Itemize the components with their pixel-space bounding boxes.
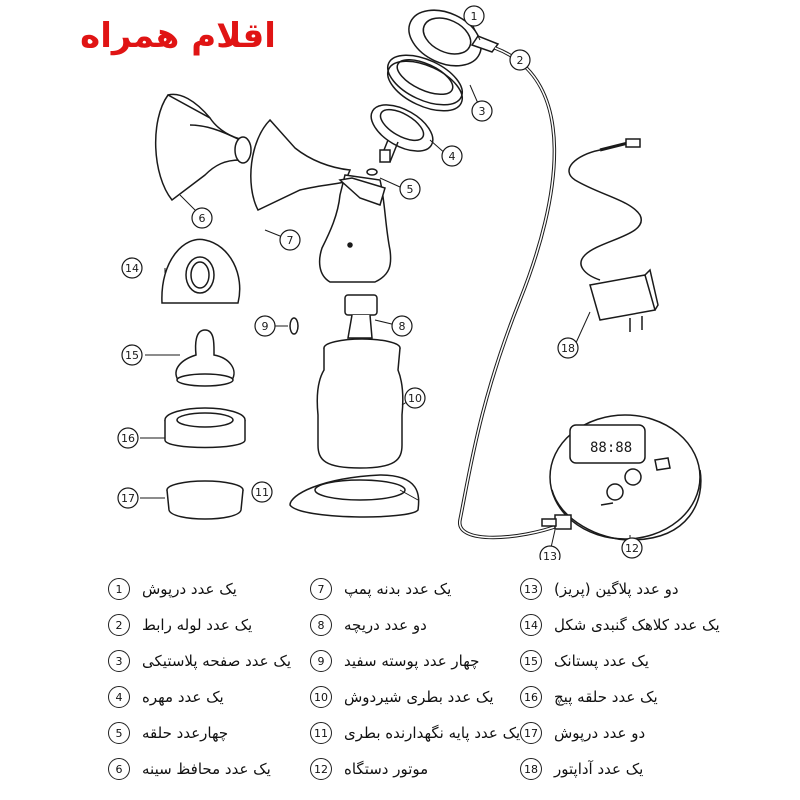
- part-screw-ring: [165, 408, 245, 448]
- legend-num: 14: [520, 614, 542, 636]
- callout-14: [122, 258, 142, 278]
- legend-item-6: [108, 754, 271, 784]
- svg-text:4: 4: [448, 150, 456, 163]
- callout-16: [118, 428, 138, 448]
- svg-text:15: 15: [125, 349, 139, 362]
- part-pump-body: [251, 120, 391, 282]
- legend-text: یک عدد آداپتور: [554, 760, 644, 778]
- part-adapter: [569, 139, 658, 332]
- legend-item-18: [520, 754, 643, 784]
- svg-text:12: 12: [625, 542, 639, 555]
- callout-4: [442, 146, 462, 166]
- svg-text:2: 2: [516, 54, 524, 67]
- legend-num: 4: [108, 686, 130, 708]
- legend-item-9: [310, 646, 479, 676]
- callout-10: [405, 388, 425, 408]
- legend-text: چهارعدد حلقه: [142, 724, 229, 742]
- svg-text:10: 10: [408, 392, 422, 405]
- legend-text: یک عدد صفحه پلاستیکی: [142, 652, 291, 670]
- legend-item-4: [108, 682, 224, 712]
- part-nut: [364, 95, 441, 162]
- svg-text:88:88: 88:88: [590, 440, 633, 456]
- part-motor-unit: [550, 415, 701, 540]
- part-white-membrane: [290, 318, 298, 334]
- callout-9: [255, 316, 275, 336]
- parts-legend: [0, 560, 800, 800]
- legend-item-5: [108, 718, 228, 748]
- callout-3: [472, 101, 492, 121]
- callout-17: [118, 488, 138, 508]
- legend-text: یک عدد پایه نگهدارنده بطری: [344, 724, 521, 742]
- legend-text: یک عدد درپوش: [142, 580, 237, 598]
- legend-item-3: [108, 646, 291, 676]
- legend-text: یک عدد حلقه پیچ: [554, 688, 658, 706]
- legend-num: 8: [310, 614, 332, 636]
- part-bottle: [317, 339, 403, 468]
- legend-num: 11: [310, 722, 332, 744]
- legend-item-16: [520, 682, 658, 712]
- part-bottle-stand: [290, 475, 419, 517]
- callout-7: [280, 230, 300, 250]
- legend-text: یک عدد پستانک: [554, 652, 649, 670]
- callout-1: [464, 6, 484, 26]
- legend-num: 17: [520, 722, 542, 744]
- legend-num: 3: [108, 650, 130, 672]
- legend-item-2: [108, 610, 252, 640]
- svg-text:1: 1: [470, 10, 478, 23]
- legend-item-10: [310, 682, 494, 712]
- legend-num: 1: [108, 578, 130, 600]
- part-connecting-tube: [460, 48, 560, 538]
- legend-text: دو عدد پلاگین (پریز): [554, 580, 679, 598]
- svg-text:11: 11: [255, 486, 269, 499]
- svg-text:13: 13: [543, 550, 557, 560]
- legend-item-17: [520, 718, 645, 748]
- callout-6: [192, 208, 212, 228]
- svg-text:17: 17: [121, 492, 135, 505]
- legend-item-14: [520, 610, 720, 640]
- legend-num: 7: [310, 578, 332, 600]
- svg-text:16: 16: [121, 432, 135, 445]
- part-nipple: [176, 330, 234, 386]
- legend-num: 18: [520, 758, 542, 780]
- legend-item-12: [310, 754, 428, 784]
- legend-num: 13: [520, 578, 542, 600]
- legend-text: یک عدد مهره: [142, 688, 224, 706]
- svg-text:9: 9: [261, 320, 269, 333]
- legend-num: 15: [520, 650, 542, 672]
- legend-num: 2: [108, 614, 130, 636]
- callout-13: [540, 546, 560, 560]
- legend-text: یک عدد کلاهک گنبدی شکل: [554, 616, 720, 634]
- legend-num: 5: [108, 722, 130, 744]
- svg-text:18: 18: [561, 342, 575, 355]
- diagram-title: اقلام همراه: [80, 16, 276, 56]
- legend-text: دو عدد دریچه: [344, 616, 427, 634]
- legend-item-11: [310, 718, 520, 748]
- svg-text:6: 6: [198, 212, 206, 225]
- legend-num: 6: [108, 758, 130, 780]
- callout-12: [622, 538, 642, 558]
- callout-8: [392, 316, 412, 336]
- legend-num: 16: [520, 686, 542, 708]
- part-breast-shield: [156, 94, 251, 200]
- legend-item-8: [310, 610, 427, 640]
- legend-item-15: [520, 646, 649, 676]
- legend-text: دو عدد درپوش: [554, 724, 646, 742]
- svg-text:7: 7: [286, 234, 294, 247]
- legend-text: یک عدد محافظ سینه: [142, 760, 271, 778]
- legend-item-1: [108, 574, 237, 604]
- legend-text: یک عدد بطری شیردوش: [344, 688, 494, 706]
- legend-num: 12: [310, 758, 332, 780]
- legend-item-7: [310, 574, 451, 604]
- svg-text:8: 8: [398, 320, 406, 333]
- part-valve: [345, 295, 377, 338]
- callout-2: [510, 50, 530, 70]
- legend-item-13: [520, 574, 679, 604]
- legend-text: چهار عدد پوسته سفید: [344, 652, 480, 670]
- legend-text: یک عدد بدنه پمپ: [344, 580, 452, 598]
- part-dome-cap: [162, 239, 240, 303]
- svg-text:14: 14: [125, 262, 139, 275]
- part-plug: [542, 515, 571, 529]
- callout-5: [400, 179, 420, 199]
- svg-text:5: 5: [406, 183, 414, 196]
- legend-text: یک عدد لوله رابط: [142, 616, 253, 634]
- callout-18: [558, 338, 578, 358]
- part-cover: [167, 481, 243, 519]
- legend-text: موتور دستگاه: [344, 760, 429, 778]
- legend-num: 10: [310, 686, 332, 708]
- callout-15: [122, 345, 142, 365]
- svg-text:3: 3: [478, 105, 486, 118]
- legend-num: 9: [310, 650, 332, 672]
- callout-11: [252, 482, 272, 502]
